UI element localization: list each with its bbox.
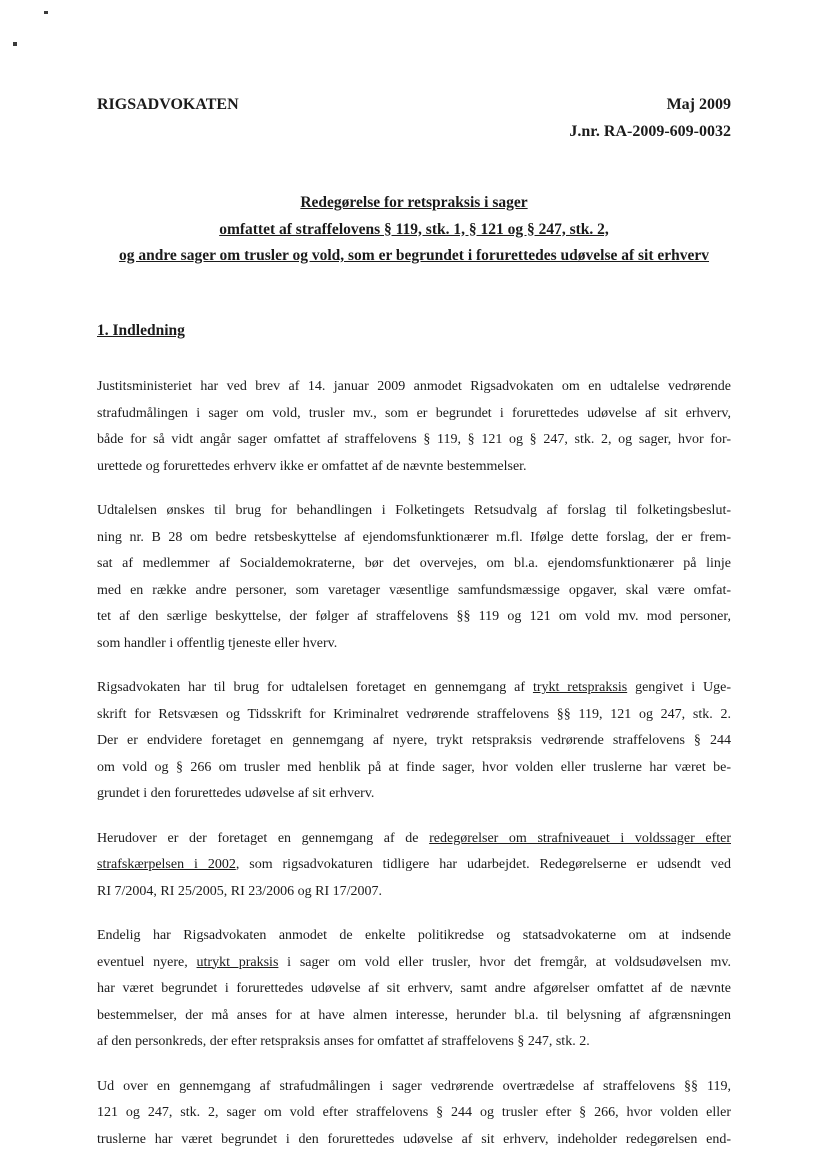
text-run: Endelig har Rigsadvokaten anmodet de enkelte politikredse og statsadvokaterne om at indsende bbox=[97, 928, 731, 943]
title-line: Redegørelse for retspraksis i sager bbox=[300, 194, 528, 211]
paragraph bbox=[97, 498, 731, 657]
text-line bbox=[97, 604, 731, 631]
body-paragraphs bbox=[97, 374, 731, 1153]
text-run: strafudmålingen i sager om vold, trusler mv., som er begrundet i forurettedes udøvelse af sit erhverv, bbox=[97, 405, 731, 421]
text-line bbox=[97, 498, 731, 525]
text-run: truslerne har været begrundet i den forurettedes udøvelse af sit erhverv, indeholder redegørelsen end- bbox=[97, 1131, 731, 1147]
text-line bbox=[97, 631, 731, 658]
paragraph bbox=[97, 374, 731, 480]
underlined-text-run: trykt retspraksis bbox=[532, 680, 628, 695]
text-run: RI 7/2004, RI 25/2005, RI 23/2006 og RI 17/2007. bbox=[97, 883, 383, 899]
journal-number: J.nr. RA-2009-609-0032 bbox=[569, 122, 731, 140]
text-run: 121 og 247, stk. 2, sager om vold efter straffelovens § 244 og trusler efter § 266, hvor volden eller bbox=[97, 1105, 731, 1120]
text-run: ning nr. B 28 om bedre retsbeskyttelse af ejendomsfunktionærer m.fl. Ifølge dette forslag, der er frem- bbox=[97, 529, 731, 545]
text-run: Ud over en gennemgang af strafudmålingen i sager vedrørende overtrædelse af straffelovens §§ 119, bbox=[97, 1078, 731, 1094]
section-heading: 1. Indledning bbox=[97, 321, 185, 339]
text-run: sat af medlemmer af Socialdemokraterne, bør det overvejes, om bl.a. ejendomsfunktionærer på linje bbox=[97, 556, 731, 571]
title-line: og andre sager om trusler og vold, som er begrundet i forurettedes udøvelse af sit erhverv bbox=[118, 247, 710, 264]
header-meta bbox=[569, 92, 731, 145]
text-run: Der er endvidere foretaget en gennemgang af nyere, trykt retspraksis vedrørende straffelovens § 244 bbox=[97, 733, 731, 748]
text-line bbox=[97, 401, 731, 428]
text-run: tet af den særlige beskyttelse, der følger af straffelovens §§ 119 og 121 om vold mv. mod personer, bbox=[97, 609, 731, 624]
document-date: Maj 2009 bbox=[666, 96, 731, 113]
text-run: om vold og § 266 om trusler med henblik på at finde sager, hvor volden eller truslerne har været be- bbox=[97, 759, 731, 775]
text-run: Rigsadvokaten har til brug for udtalelsen foretaget en gennemgang af bbox=[97, 680, 533, 695]
text-line bbox=[97, 852, 731, 879]
paragraph bbox=[97, 675, 731, 808]
title-line: omfattet af straffelovens § 119, stk. 1, § 121 og § 247, stk. 2, bbox=[219, 220, 609, 238]
text-line bbox=[97, 525, 731, 552]
text-line bbox=[97, 551, 731, 578]
paragraph bbox=[97, 923, 731, 1056]
underlined-text-run: redegørelser om strafniveauet i voldssager efter bbox=[429, 830, 731, 846]
text-run: med en række andre personer, som varetager væsentlige samfundsmæssige opgaver, skal være omfat- bbox=[97, 582, 731, 598]
text-line bbox=[97, 1100, 731, 1127]
text-run: af den personkreds, der efter retspraksis anses for omfattet af straffelovens § 247, stk. 2. bbox=[97, 1034, 590, 1049]
text-run: både for så vidt angår sager omfattet af straffelovens § 119, § 121 og § 247, stk. 2, og sager, hvor for- bbox=[97, 432, 731, 447]
text-run: eventuel nyere, bbox=[97, 954, 197, 970]
org-name: RIGSADVOKATEN bbox=[97, 96, 239, 113]
text-line bbox=[97, 675, 731, 702]
text-line bbox=[97, 755, 731, 782]
document-title bbox=[97, 190, 731, 270]
text-line bbox=[97, 1127, 731, 1154]
underlined-text-run: utrykt praksis bbox=[196, 954, 279, 970]
underlined-text-run: strafskærpelsen i 2002 bbox=[97, 857, 236, 872]
text-line bbox=[97, 374, 731, 401]
text-run: Udtalelsen ønskes til brug for behandlingen i Folketingets Retsudvalg af forslag til folketingsbeslut- bbox=[97, 503, 731, 518]
text-line bbox=[97, 702, 731, 729]
text-line bbox=[97, 781, 731, 808]
text-line bbox=[97, 1003, 731, 1030]
scan-speck bbox=[44, 11, 48, 14]
text-line bbox=[97, 427, 731, 454]
text-run: urettede og forurettedes erhverv ikke er omfattet af de nævnte bestemmelser. bbox=[97, 458, 527, 474]
text-run: bestemmelser, der må anses for at have almen interesse, herunder bl.a. til belysning af afgrænsningen bbox=[97, 1007, 731, 1023]
text-run: grundet i den forurettedes udøvelse af sit erhverv. bbox=[97, 786, 375, 801]
text-line bbox=[97, 578, 731, 605]
text-run: i sager om vold eller trusler, hvor det fremgår, at voldsudøvelsen mv. bbox=[278, 954, 731, 970]
text-run: skrift for Retsvæsen og Tidsskrift for Kriminalret vedrørende straffelovens §§ 119, 121 og 247, stk. 2. bbox=[97, 706, 731, 722]
text-line bbox=[97, 1029, 731, 1056]
scan-speck bbox=[13, 42, 17, 46]
text-run: Justitsministeriet har ved brev af 14. januar 2009 anmodet Rigsadvokaten om en udtalelse vedrørende bbox=[97, 379, 731, 394]
text-run: gengivet i Uge- bbox=[627, 680, 731, 695]
text-line bbox=[97, 1074, 731, 1101]
text-line bbox=[97, 923, 731, 950]
text-run: , som rigsadvokaturen tidligere har udarbejdet. Redegørelserne er udsendt ved bbox=[235, 857, 731, 872]
text-line bbox=[97, 826, 731, 853]
text-run: Herudover er der foretaget en gennemgang af de bbox=[97, 830, 430, 846]
paragraph bbox=[97, 1074, 731, 1154]
text-line bbox=[97, 879, 731, 906]
text-line bbox=[97, 976, 731, 1003]
text-run: som handler i offentlig tjeneste eller hverv. bbox=[97, 635, 338, 651]
document-header bbox=[97, 92, 731, 145]
text-line bbox=[97, 950, 731, 977]
text-run: har været begrundet i forurettedes udøvelse af sit erhverv, samt andre afgørelser omfattet af de nævnte bbox=[97, 981, 731, 996]
paragraph bbox=[97, 826, 731, 906]
text-line bbox=[97, 728, 731, 755]
text-line bbox=[97, 454, 731, 481]
